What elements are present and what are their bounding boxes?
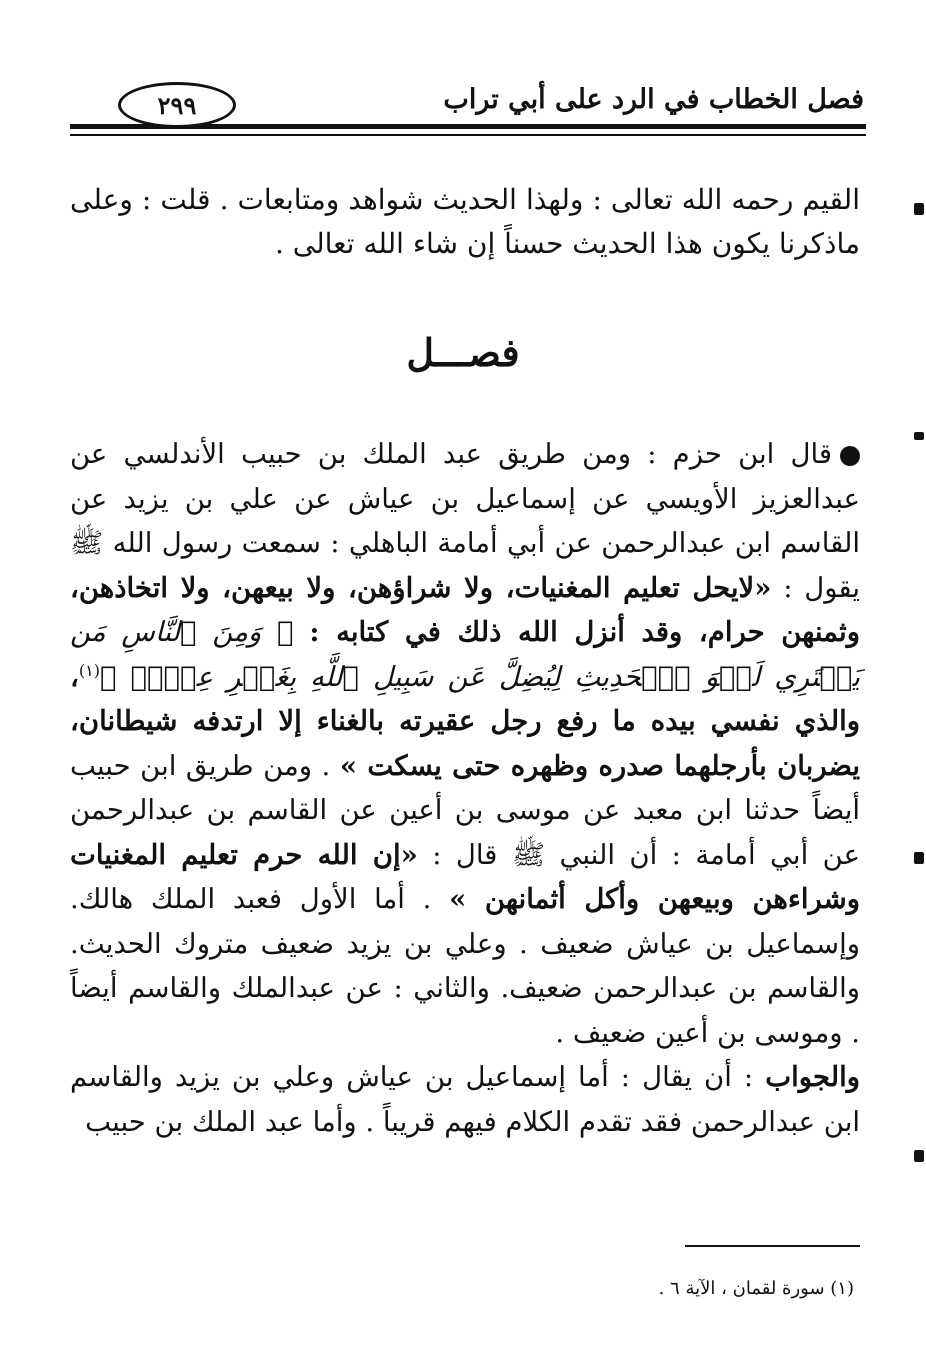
main-text-4: : أن يقال : أما إسماعيل بن عياش وعلي بن يزيد والقاسم ابن عبدالرحمن فقد تقدم الكلام فيهم قريباً . وأما عبد الملك بن حبيب bbox=[70, 1061, 860, 1138]
quran-verse: ﴿ وَمِنَ ٱلنَّاسِ مَن يَشۡتَرِي لَهۡوَ ٱلۡحَدِيثِ لِيُضِلَّ عَن سَبِيلِ ٱللَّهِ بِغَيۡرِ عِلۡمٖ ﴾ bbox=[70, 616, 860, 693]
intro-paragraph: القيم رحمه الله تعالى : ولهذا الحديث شواهد ومتابعات . قلت : وعلى ماذكرنا يكون هذا الحديث حسناً إن شاء الله تعالى . bbox=[70, 183, 860, 260]
running-title: فصل الخطاب في الرد على أبي تراب bbox=[443, 84, 864, 115]
main-text-3: . أما الأول فعبد الملك هالك. وإسماعيل بن عياش ضعيف . وعلي بن يزيد ضعيف متروك الحديث. والقاسم بن عبدالرحمن ضعيف. والثاني : عن عبدالملك والقاسم أيضاً . وموسى بن أعين ضعيف . bbox=[70, 883, 860, 1049]
footnote-rule bbox=[685, 1245, 860, 1247]
margin-mark bbox=[914, 432, 924, 440]
hadith-text-3: «إن الله حرم تعليم المغنيات وشراءهن وبيعهن وأكل أثمانهن » bbox=[70, 838, 860, 915]
hadith-text-1: «لايحل تعليم المغنيات، ولا شراؤهن، ولا بيعهن، ولا اتخاذهن، وثمنهن حرام، وقد أنزل الله ذلك في كتابه : bbox=[70, 571, 860, 648]
answer-label: والجواب bbox=[765, 1061, 860, 1093]
margin-mark bbox=[914, 852, 924, 864]
header-rule-thin bbox=[70, 134, 866, 136]
main-text-2: . ومن طريق ابن حبيب أيضاً حدثنا ابن معبد عن موسى بن أعين عن القاسم بن عبدالرحمن عن أبي أمامة : أن النبي ﷺ قال : bbox=[70, 749, 860, 871]
margin-mark bbox=[914, 203, 924, 215]
footnote-reference: (١) bbox=[78, 660, 100, 680]
page-number: ٢٩٩ bbox=[118, 82, 236, 128]
section-heading: فصـــل bbox=[406, 330, 520, 375]
margin-mark bbox=[914, 1150, 924, 1162]
hadith-text-2: ، والذي نفسي بيده ما رفع رجل عقيرته بالغناء إلا ارتدفه شيطانان، يضربان بأرجلهما صدره وظهره حتى يسكت » bbox=[70, 660, 860, 782]
bullet-icon bbox=[840, 446, 860, 466]
main-paragraph bbox=[70, 432, 860, 1144]
footnote: (١) سورة لقمان ، الآية ٦ . bbox=[658, 1278, 854, 1299]
main-text-1: قال ابن حزم : ومن طريق عبد الملك بن حبيب الأندلسي عن عبدالعزيز الأويسي عن إسماعيل بن عياش عن علي بن يزيد عن القاسم ابن عبدالرحمن عن أبي أمامة الباهلي : سمعت رسول الله ﷺ يقول : bbox=[70, 438, 860, 604]
